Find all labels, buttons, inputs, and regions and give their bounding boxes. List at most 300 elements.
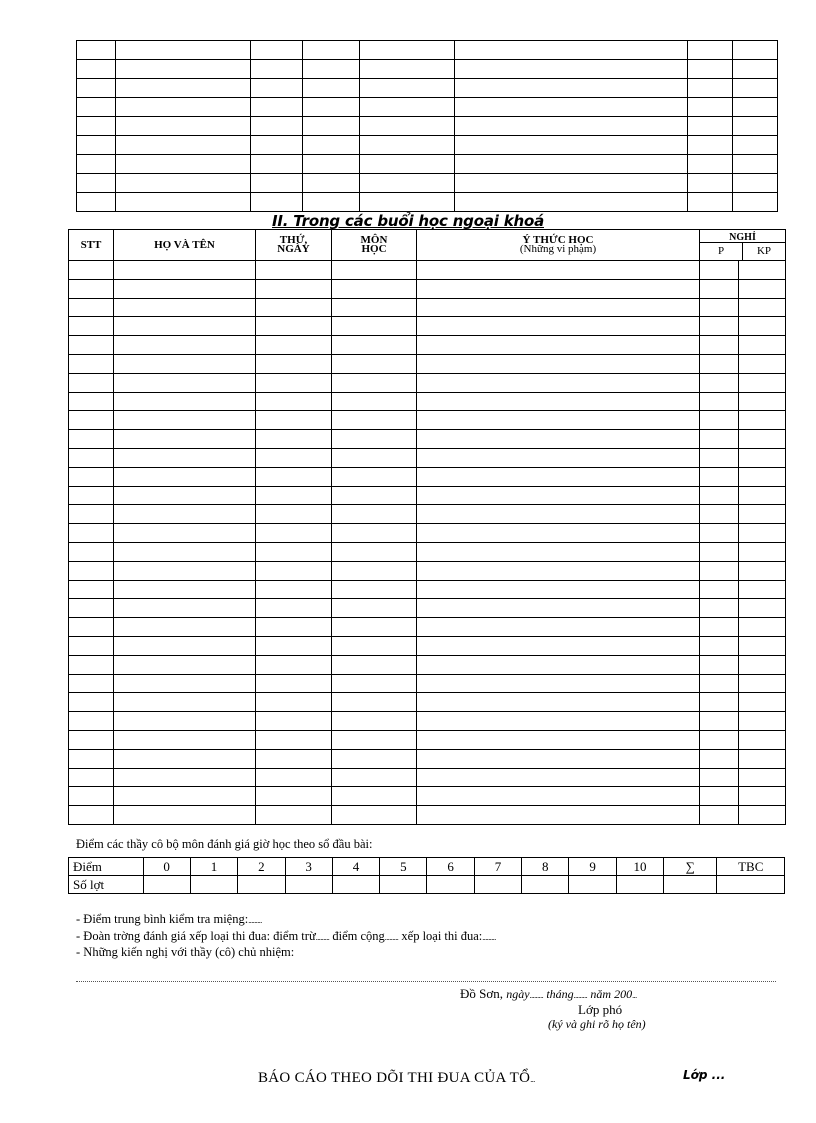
table-cell bbox=[114, 411, 256, 430]
table-cell bbox=[700, 749, 739, 768]
table-cell bbox=[332, 787, 417, 806]
header-day-label: THỨ, bbox=[279, 234, 308, 246]
table-cell bbox=[455, 60, 688, 79]
table-cell bbox=[332, 636, 417, 655]
table-row bbox=[77, 193, 778, 212]
table-row bbox=[69, 524, 786, 543]
table-cell bbox=[417, 674, 700, 693]
header-subject bbox=[332, 230, 417, 261]
table-cell bbox=[739, 486, 786, 505]
signature-day: ngày bbox=[506, 987, 530, 1001]
table-cell bbox=[739, 448, 786, 467]
table-cell bbox=[360, 98, 455, 117]
table-cell bbox=[69, 561, 114, 580]
table-cell bbox=[114, 354, 256, 373]
table-cell bbox=[251, 98, 303, 117]
table-row bbox=[69, 411, 786, 430]
table-cell bbox=[417, 636, 700, 655]
table-cell bbox=[739, 261, 786, 280]
score-count-cell bbox=[616, 876, 663, 894]
table-cell bbox=[256, 261, 332, 280]
score-row-points bbox=[69, 858, 785, 876]
table-row bbox=[69, 618, 786, 637]
table-cell bbox=[256, 730, 332, 749]
table-cell bbox=[114, 693, 256, 712]
table-cell bbox=[739, 787, 786, 806]
table-cell bbox=[251, 79, 303, 98]
note-union-ranking bbox=[76, 929, 496, 944]
table-cell bbox=[739, 524, 786, 543]
table-cell bbox=[69, 261, 114, 280]
table-cell bbox=[739, 467, 786, 486]
table-cell bbox=[251, 155, 303, 174]
table-cell bbox=[114, 730, 256, 749]
note-ranking-label: xếp loại thi đua: bbox=[401, 929, 483, 943]
table-row bbox=[69, 354, 786, 373]
table-cell bbox=[739, 542, 786, 561]
header-absent bbox=[700, 230, 786, 261]
table-cell bbox=[739, 580, 786, 599]
table-cell bbox=[700, 373, 739, 392]
table-cell bbox=[256, 749, 332, 768]
table-cell bbox=[332, 806, 417, 825]
table-cell bbox=[360, 193, 455, 212]
table-cell bbox=[256, 561, 332, 580]
table-cell bbox=[69, 467, 114, 486]
table-cell bbox=[700, 486, 739, 505]
table-cell bbox=[256, 298, 332, 317]
table-cell bbox=[739, 636, 786, 655]
signature-place-date bbox=[460, 986, 637, 1002]
signature-dots: ... bbox=[632, 991, 637, 1000]
table-cell bbox=[733, 117, 778, 136]
table-cell bbox=[251, 41, 303, 60]
table-cell bbox=[114, 524, 256, 543]
section-title: II. Trong các buổi học ngoại khoá bbox=[271, 212, 544, 230]
table-row bbox=[77, 98, 778, 117]
signature-month: tháng bbox=[546, 987, 574, 1001]
table-cell bbox=[256, 505, 332, 524]
table-cell bbox=[332, 580, 417, 599]
score-count-cell bbox=[474, 876, 521, 894]
main-table bbox=[68, 229, 786, 825]
table-cell bbox=[69, 392, 114, 411]
table-cell bbox=[332, 768, 417, 787]
table-cell bbox=[69, 599, 114, 618]
signature-dots: ......... bbox=[529, 991, 544, 1000]
table-cell bbox=[417, 317, 700, 336]
table-cell bbox=[69, 655, 114, 674]
table-cell bbox=[332, 411, 417, 430]
table-cell bbox=[116, 136, 251, 155]
table-cell bbox=[69, 674, 114, 693]
table-cell bbox=[700, 524, 739, 543]
note-dots: ......... bbox=[384, 933, 399, 942]
table-cell bbox=[69, 618, 114, 637]
note-oral-average bbox=[76, 912, 262, 927]
table-cell bbox=[688, 98, 733, 117]
score-count-cell bbox=[569, 876, 616, 894]
table-cell bbox=[417, 411, 700, 430]
table-cell bbox=[700, 693, 739, 712]
table-cell bbox=[417, 392, 700, 411]
header-name: HỌ VÀ TÊN bbox=[114, 230, 256, 261]
table-cell bbox=[417, 806, 700, 825]
table-row bbox=[77, 136, 778, 155]
table-cell bbox=[332, 599, 417, 618]
table-cell bbox=[251, 136, 303, 155]
table-cell bbox=[700, 336, 739, 355]
table-cell bbox=[700, 730, 739, 749]
table-cell bbox=[700, 261, 739, 280]
table-cell bbox=[256, 787, 332, 806]
table-cell bbox=[417, 336, 700, 355]
footer-title-dots: ... bbox=[530, 1075, 535, 1084]
signature-year: năm 200 bbox=[590, 987, 633, 1001]
table-cell bbox=[69, 542, 114, 561]
table-cell bbox=[256, 712, 332, 731]
signature-dots: ......... bbox=[573, 991, 588, 1000]
table-cell bbox=[114, 486, 256, 505]
table-cell bbox=[688, 193, 733, 212]
note-oral-average-label: - Điểm trung bình kiểm tra miệng: bbox=[76, 912, 249, 926]
table-cell bbox=[739, 561, 786, 580]
table-cell bbox=[688, 174, 733, 193]
table-cell bbox=[256, 693, 332, 712]
signature-note: (ký và ghi rõ họ tên) bbox=[548, 1017, 646, 1031]
table-cell bbox=[739, 279, 786, 298]
table-cell bbox=[114, 768, 256, 787]
table-cell bbox=[739, 430, 786, 449]
table-cell bbox=[77, 41, 116, 60]
table-row bbox=[77, 41, 778, 60]
table-cell bbox=[700, 279, 739, 298]
table-cell bbox=[77, 60, 116, 79]
table-cell bbox=[417, 467, 700, 486]
table-cell bbox=[114, 505, 256, 524]
score-count-cell bbox=[664, 876, 717, 894]
table-cell bbox=[733, 60, 778, 79]
footer-class-label: Lớp ... bbox=[683, 1068, 726, 1082]
table-cell bbox=[455, 117, 688, 136]
table-cell bbox=[114, 467, 256, 486]
table-row bbox=[69, 636, 786, 655]
table-cell bbox=[256, 806, 332, 825]
table-cell bbox=[417, 298, 700, 317]
table-cell bbox=[332, 279, 417, 298]
table-cell bbox=[256, 674, 332, 693]
table-cell bbox=[116, 60, 251, 79]
table-cell bbox=[417, 768, 700, 787]
table-cell bbox=[114, 261, 256, 280]
table-cell bbox=[77, 117, 116, 136]
table-cell bbox=[332, 505, 417, 524]
table-cell bbox=[700, 580, 739, 599]
signature-place: Đồ Sơn, bbox=[460, 986, 503, 1001]
table-cell bbox=[69, 279, 114, 298]
table-cell bbox=[256, 392, 332, 411]
table-cell bbox=[303, 193, 360, 212]
table-cell bbox=[417, 655, 700, 674]
table-cell bbox=[417, 693, 700, 712]
table-cell bbox=[256, 636, 332, 655]
note-plus-label: điểm cộng bbox=[332, 929, 385, 943]
table-cell bbox=[455, 136, 688, 155]
table-cell bbox=[114, 599, 256, 618]
table-cell bbox=[733, 98, 778, 117]
table-cell bbox=[332, 448, 417, 467]
table-cell bbox=[69, 317, 114, 336]
table-cell bbox=[69, 768, 114, 787]
table-row bbox=[69, 712, 786, 731]
table-cell bbox=[256, 354, 332, 373]
table-cell bbox=[116, 155, 251, 174]
score-column-header: 9 bbox=[569, 858, 616, 876]
table-cell bbox=[77, 98, 116, 117]
score-label-count: Số lợt bbox=[69, 876, 144, 894]
table-cell bbox=[77, 79, 116, 98]
table-row bbox=[69, 486, 786, 505]
score-column-header: 4 bbox=[332, 858, 379, 876]
table-cell bbox=[360, 117, 455, 136]
table-cell bbox=[116, 41, 251, 60]
table-cell bbox=[417, 505, 700, 524]
score-column-header: 3 bbox=[285, 858, 332, 876]
score-column-header: 10 bbox=[616, 858, 663, 876]
score-column-header: 6 bbox=[427, 858, 474, 876]
footer-title bbox=[258, 1070, 535, 1087]
table-cell bbox=[332, 298, 417, 317]
table-cell bbox=[332, 261, 417, 280]
table-cell bbox=[700, 317, 739, 336]
table-row bbox=[69, 261, 786, 280]
table-row bbox=[69, 580, 786, 599]
table-row bbox=[69, 467, 786, 486]
table-cell bbox=[332, 486, 417, 505]
table-cell bbox=[114, 542, 256, 561]
table-cell bbox=[114, 392, 256, 411]
table-cell bbox=[700, 618, 739, 637]
table-cell bbox=[417, 730, 700, 749]
table-cell bbox=[332, 693, 417, 712]
table-cell bbox=[688, 155, 733, 174]
table-row bbox=[69, 730, 786, 749]
table-cell bbox=[332, 712, 417, 731]
table-cell bbox=[116, 174, 251, 193]
table-cell bbox=[332, 354, 417, 373]
table-cell bbox=[114, 430, 256, 449]
header-day-sub: NGÀY bbox=[277, 243, 310, 255]
table-cell bbox=[69, 448, 114, 467]
dotted-line bbox=[76, 981, 776, 982]
table-row bbox=[69, 430, 786, 449]
table-cell bbox=[303, 136, 360, 155]
table-cell bbox=[114, 317, 256, 336]
table-cell bbox=[69, 580, 114, 599]
table-cell bbox=[69, 806, 114, 825]
table-cell bbox=[256, 448, 332, 467]
table-cell bbox=[739, 298, 786, 317]
table-cell bbox=[332, 730, 417, 749]
score-count-cell bbox=[285, 876, 332, 894]
table-cell bbox=[114, 373, 256, 392]
table-cell bbox=[69, 373, 114, 392]
table-row bbox=[69, 448, 786, 467]
table-cell bbox=[114, 336, 256, 355]
table-cell bbox=[77, 193, 116, 212]
note-union-label: - Đoàn trờng đánh giá xếp loại thi đua: điểm trừ bbox=[76, 929, 316, 943]
table-cell bbox=[700, 768, 739, 787]
score-count-cell bbox=[427, 876, 474, 894]
table-cell bbox=[739, 317, 786, 336]
table-row bbox=[69, 373, 786, 392]
table-cell bbox=[114, 580, 256, 599]
table-cell bbox=[116, 98, 251, 117]
score-column-header: ∑ bbox=[664, 858, 717, 876]
score-count-cell bbox=[238, 876, 285, 894]
table-cell bbox=[360, 60, 455, 79]
table-cell bbox=[700, 392, 739, 411]
top-table bbox=[76, 40, 778, 212]
table-cell bbox=[739, 392, 786, 411]
table-cell bbox=[360, 174, 455, 193]
header-absent-label: NGHỈ bbox=[700, 230, 785, 243]
table-cell bbox=[77, 136, 116, 155]
table-cell bbox=[688, 136, 733, 155]
table-cell bbox=[114, 655, 256, 674]
table-cell bbox=[256, 655, 332, 674]
table-cell bbox=[700, 806, 739, 825]
table-cell bbox=[114, 787, 256, 806]
table-cell bbox=[417, 599, 700, 618]
signature-role: Lớp phó bbox=[578, 1002, 623, 1017]
table-row bbox=[69, 768, 786, 787]
score-count-cell bbox=[332, 876, 379, 894]
table-cell bbox=[733, 79, 778, 98]
table-cell bbox=[332, 749, 417, 768]
table-cell bbox=[739, 749, 786, 768]
table-cell bbox=[256, 618, 332, 637]
table-row bbox=[69, 392, 786, 411]
table-cell bbox=[114, 712, 256, 731]
table-cell bbox=[455, 193, 688, 212]
table-cell bbox=[69, 298, 114, 317]
table-row bbox=[69, 749, 786, 768]
table-cell bbox=[114, 806, 256, 825]
table-cell bbox=[332, 674, 417, 693]
score-column-header: 1 bbox=[190, 858, 237, 876]
score-column-header: TBC bbox=[717, 858, 785, 876]
table-cell bbox=[739, 730, 786, 749]
table-cell bbox=[700, 411, 739, 430]
table-cell bbox=[739, 599, 786, 618]
table-cell bbox=[739, 712, 786, 731]
table-cell bbox=[700, 542, 739, 561]
table-cell bbox=[455, 79, 688, 98]
table-cell bbox=[256, 486, 332, 505]
table-cell bbox=[69, 336, 114, 355]
table-cell bbox=[417, 430, 700, 449]
table-cell bbox=[332, 655, 417, 674]
table-row bbox=[77, 79, 778, 98]
table-cell bbox=[739, 411, 786, 430]
table-cell bbox=[417, 712, 700, 731]
score-row-count bbox=[69, 876, 785, 894]
table-cell bbox=[69, 430, 114, 449]
score-column-header: 0 bbox=[143, 858, 190, 876]
table-cell bbox=[688, 79, 733, 98]
table-row bbox=[69, 693, 786, 712]
table-cell bbox=[114, 298, 256, 317]
table-cell bbox=[114, 674, 256, 693]
table-cell bbox=[417, 787, 700, 806]
table-cell bbox=[303, 41, 360, 60]
table-cell bbox=[303, 60, 360, 79]
table-row bbox=[69, 542, 786, 561]
table-cell bbox=[733, 136, 778, 155]
table-cell bbox=[77, 155, 116, 174]
table-cell bbox=[700, 655, 739, 674]
table-cell bbox=[69, 505, 114, 524]
score-column-header: 8 bbox=[522, 858, 569, 876]
table-cell bbox=[116, 193, 251, 212]
table-cell bbox=[256, 430, 332, 449]
score-count-cell bbox=[522, 876, 569, 894]
table-cell bbox=[69, 486, 114, 505]
table-cell bbox=[417, 580, 700, 599]
table-cell bbox=[114, 749, 256, 768]
table-cell bbox=[303, 174, 360, 193]
header-attitude bbox=[417, 230, 700, 261]
table-cell bbox=[256, 336, 332, 355]
table-cell bbox=[332, 561, 417, 580]
table-cell bbox=[332, 430, 417, 449]
table-cell bbox=[700, 674, 739, 693]
header-attitude-sub: (Những vi phạm) bbox=[519, 243, 597, 255]
table-cell bbox=[251, 60, 303, 79]
table-cell bbox=[332, 467, 417, 486]
table-cell bbox=[739, 505, 786, 524]
table-cell bbox=[417, 279, 700, 298]
table-cell bbox=[116, 117, 251, 136]
score-count-cell bbox=[143, 876, 190, 894]
table-cell bbox=[303, 117, 360, 136]
table-cell bbox=[700, 787, 739, 806]
table-cell bbox=[114, 561, 256, 580]
table-cell bbox=[417, 542, 700, 561]
table-cell bbox=[700, 298, 739, 317]
table-cell bbox=[733, 174, 778, 193]
table-cell bbox=[114, 636, 256, 655]
header-absent-kp: KP bbox=[756, 245, 772, 257]
table-row bbox=[69, 561, 786, 580]
table-row bbox=[69, 279, 786, 298]
table-cell bbox=[256, 768, 332, 787]
table-cell bbox=[69, 524, 114, 543]
table-cell bbox=[739, 336, 786, 355]
score-count-cell bbox=[190, 876, 237, 894]
table-row bbox=[77, 155, 778, 174]
table-cell bbox=[733, 193, 778, 212]
score-table bbox=[68, 857, 785, 894]
table-cell bbox=[332, 542, 417, 561]
table-row bbox=[69, 599, 786, 618]
table-cell bbox=[256, 317, 332, 336]
table-row bbox=[69, 806, 786, 825]
header-stt: STT bbox=[69, 230, 114, 261]
table-cell bbox=[455, 174, 688, 193]
table-row bbox=[69, 505, 786, 524]
